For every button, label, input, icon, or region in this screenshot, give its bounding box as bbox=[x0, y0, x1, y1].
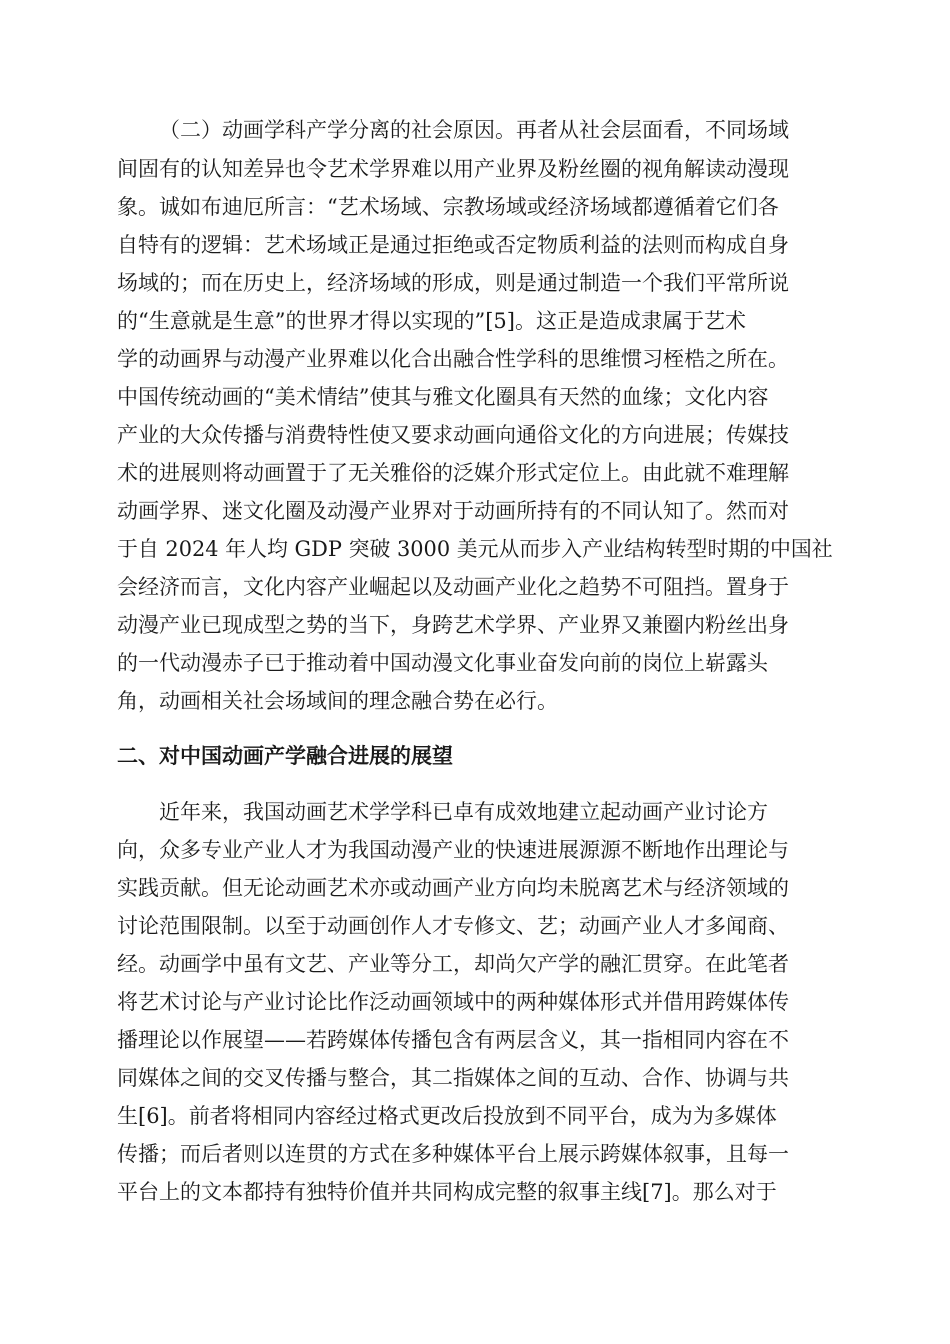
paragraph-line: 的一代动漫赤子已于推动着中国动漫文化事业奋发向前的岗位上崭露头 bbox=[117, 651, 768, 675]
paragraph-line: 近年来，我国动画艺术学学科已卓有成效地建立起动画产业讨论方 bbox=[159, 800, 768, 824]
paragraph-line: 同媒体之间的交叉传播与整合，其二指媒体之间的互动、合作、协调与共 bbox=[117, 1066, 789, 1090]
section-heading: 二、对中国动画产学融合进展的展望 bbox=[117, 744, 453, 768]
paragraph-line: 象。诚如布迪厄所言：“艺术场域、宗教场域或经济场域都遵循着它们各 bbox=[117, 195, 779, 219]
paragraph-line: 的“生意就是生意”的世界才得以实现的”[5]。这正是造成隶属于艺术 bbox=[117, 309, 746, 333]
paragraph-line: 向，众多专业产业人才为我国动漫产业的快速进展源源不断地作出理论与 bbox=[117, 838, 789, 862]
paragraph-line: 生[6]。前者将相同内容经过格式更改后投放到不同平台，成为为多媒体 bbox=[117, 1104, 777, 1128]
paragraph-line: （二）动画学科产学分离的社会原因。再者从社会层面看，不同场域 bbox=[159, 118, 789, 142]
paragraph-line: 术的进展则将动画置于了无关雅俗的泛媒介形式定位上。由此就不难理解 bbox=[117, 461, 789, 485]
paragraph-line: 讨论范围限制。以至于动画创作人才专修文、艺；动画产业人才多闻商、 bbox=[117, 914, 789, 938]
paragraph-line: 产业的大众传播与消费特性使又要求动画向通俗文化的方向进展；传媒技 bbox=[117, 423, 789, 447]
paragraph-line: 经。动画学中虽有文艺、产业等分工，却尚欠产学的融汇贯穿。在此笔者 bbox=[117, 952, 789, 976]
paragraph-line: 于自 2024 年人均 GDP 突破 3000 美元从而步入产业结构转型时期的中国社 bbox=[117, 537, 833, 561]
paragraph-line: 角，动画相关社会场域间的理念融合势在必行。 bbox=[117, 689, 558, 713]
paragraph-line: 平台上的文本都持有独特价值并共同构成完整的叙事主线[7]。那么对于 bbox=[117, 1180, 777, 1204]
paragraph-line: 会经济而言，文化内容产业崛起以及动画产业化之趋势不可阻挡。置身于 bbox=[117, 575, 789, 599]
paragraph-line: 播理论以作展望——若跨媒体传播包含有两层含义，其一指相同内容在不 bbox=[117, 1028, 789, 1052]
paragraph-line: 实践贡献。但无论动画艺术亦或动画产业方向均未脱离艺术与经济领域的 bbox=[117, 876, 789, 900]
paragraph-line: 间固有的认知差异也令艺术学界难以用产业界及粉丝圈的视角解读动漫现 bbox=[117, 157, 789, 181]
paragraph-line: 学的动画界与动漫产业界难以化合出融合性学科的思维惯习桎梏之所在。 bbox=[117, 347, 789, 371]
paragraph-line: 动画学界、迷文化圈及动漫产业界对于动画所持有的不同认知了。然而对 bbox=[117, 499, 789, 523]
paragraph-line: 中国传统动画的“美术情结”使其与雅文化圈具有天然的血缘；文化内容 bbox=[117, 385, 769, 409]
paragraph-line: 动漫产业已现成型之势的当下，身跨艺术学界、产业界又兼圈内粉丝出身 bbox=[117, 613, 789, 637]
paragraph-line: 场域的；而在历史上，经济场域的形成，则是通过制造一个我们平常所说 bbox=[117, 271, 789, 295]
paragraph-line: 自特有的逻辑：艺术场域正是通过拒绝或否定物质利益的法则而构成自身 bbox=[117, 233, 789, 257]
paragraph-line: 将艺术讨论与产业讨论比作泛动画领域中的两种媒体形式并借用跨媒体传 bbox=[117, 990, 789, 1014]
paragraph-line: 传播；而后者则以连贯的方式在多种媒体平台上展示跨媒体叙事，且每一 bbox=[117, 1142, 789, 1166]
